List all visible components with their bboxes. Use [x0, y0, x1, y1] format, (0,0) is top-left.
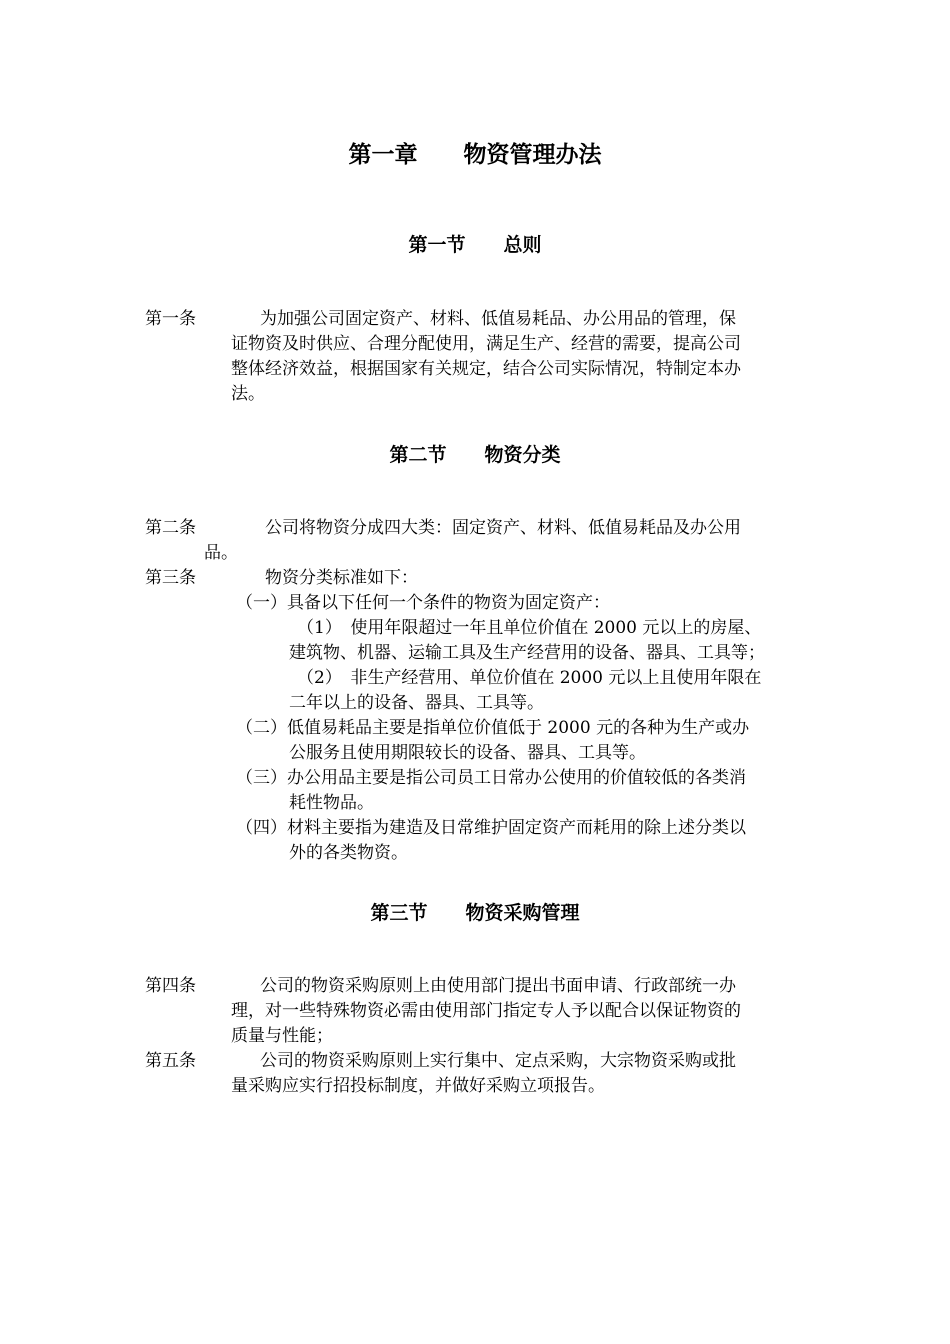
- article-label: 第二条: [145, 518, 196, 538]
- list-item: 公服务且使用期限较长的设备、器具、工具等。: [289, 743, 646, 763]
- list-item: 耗性物品。: [289, 793, 374, 813]
- section-title: 第一节 总则: [408, 234, 542, 256]
- article-label: 第三条: [145, 568, 196, 588]
- list-item: （三）办公用品主要是指公司员工日常办公使用的价值较低的各类消: [236, 768, 746, 788]
- article-text-line: 理，对一些特殊物资必需由使用部门指定专人予以配合以保证物资的: [231, 1001, 741, 1021]
- article-text-line: 公司的物资采购原则上实行集中、定点采购，大宗物资采购或批: [260, 1051, 736, 1071]
- list-item: （四）材料主要指为建造及日常维护固定资产而耗用的除上述分类以: [236, 818, 746, 838]
- list-item: （二）低值易耗品主要是指单位价值低于 2000 元的各种为生产或办: [236, 718, 750, 738]
- list-item: 二年以上的设备、器具、工具等。: [289, 693, 544, 713]
- article-label: 第四条: [145, 976, 196, 996]
- article-text-line: 法。: [231, 384, 265, 404]
- article-text-line: 证物资及时供应、合理分配使用，满足生产、经营的需要，提高公司: [231, 334, 741, 354]
- article-text-line: 品。: [204, 543, 238, 563]
- article-text-line: 量采购应实行招投标制度，并做好采购立项报告。: [231, 1076, 605, 1096]
- chapter-title: 第一章 物资管理办法: [348, 142, 602, 168]
- list-item: （1） 使用年限超过一年且单位价值在 2000 元以上的房屋、: [297, 618, 762, 638]
- article-text-line: 公司将物资分成四大类：固定资产、材料、低值易耗品及办公用: [265, 518, 741, 538]
- list-item: 建筑物、机器、运输工具及生产经营用的设备、器具、工具等；: [289, 643, 765, 663]
- list-item: （一）具备以下任何一个条件的物资为固定资产：: [236, 593, 610, 613]
- article-text-line: 整体经济效益，根据国家有关规定，结合公司实际情况，特制定本办: [231, 359, 741, 379]
- article-text-line: 物资分类标准如下：: [265, 568, 418, 588]
- section-title: 第二节 物资分类: [389, 444, 561, 466]
- section-title: 第三节 物资采购管理: [370, 902, 580, 924]
- list-item: 外的各类物资。: [289, 843, 408, 863]
- article-text-line: 公司的物资采购原则上由使用部门提出书面申请、行政部统一办: [260, 976, 736, 996]
- article-label: 第五条: [145, 1051, 196, 1071]
- article-text-line: 为加强公司固定资产、材料、低值易耗品、办公用品的管理，保: [260, 309, 736, 329]
- article-label: 第一条: [145, 309, 196, 329]
- article-text-line: 质量与性能；: [231, 1026, 333, 1046]
- list-item: （2） 非生产经营用、单位价值在 2000 元以上且使用年限在: [297, 668, 762, 688]
